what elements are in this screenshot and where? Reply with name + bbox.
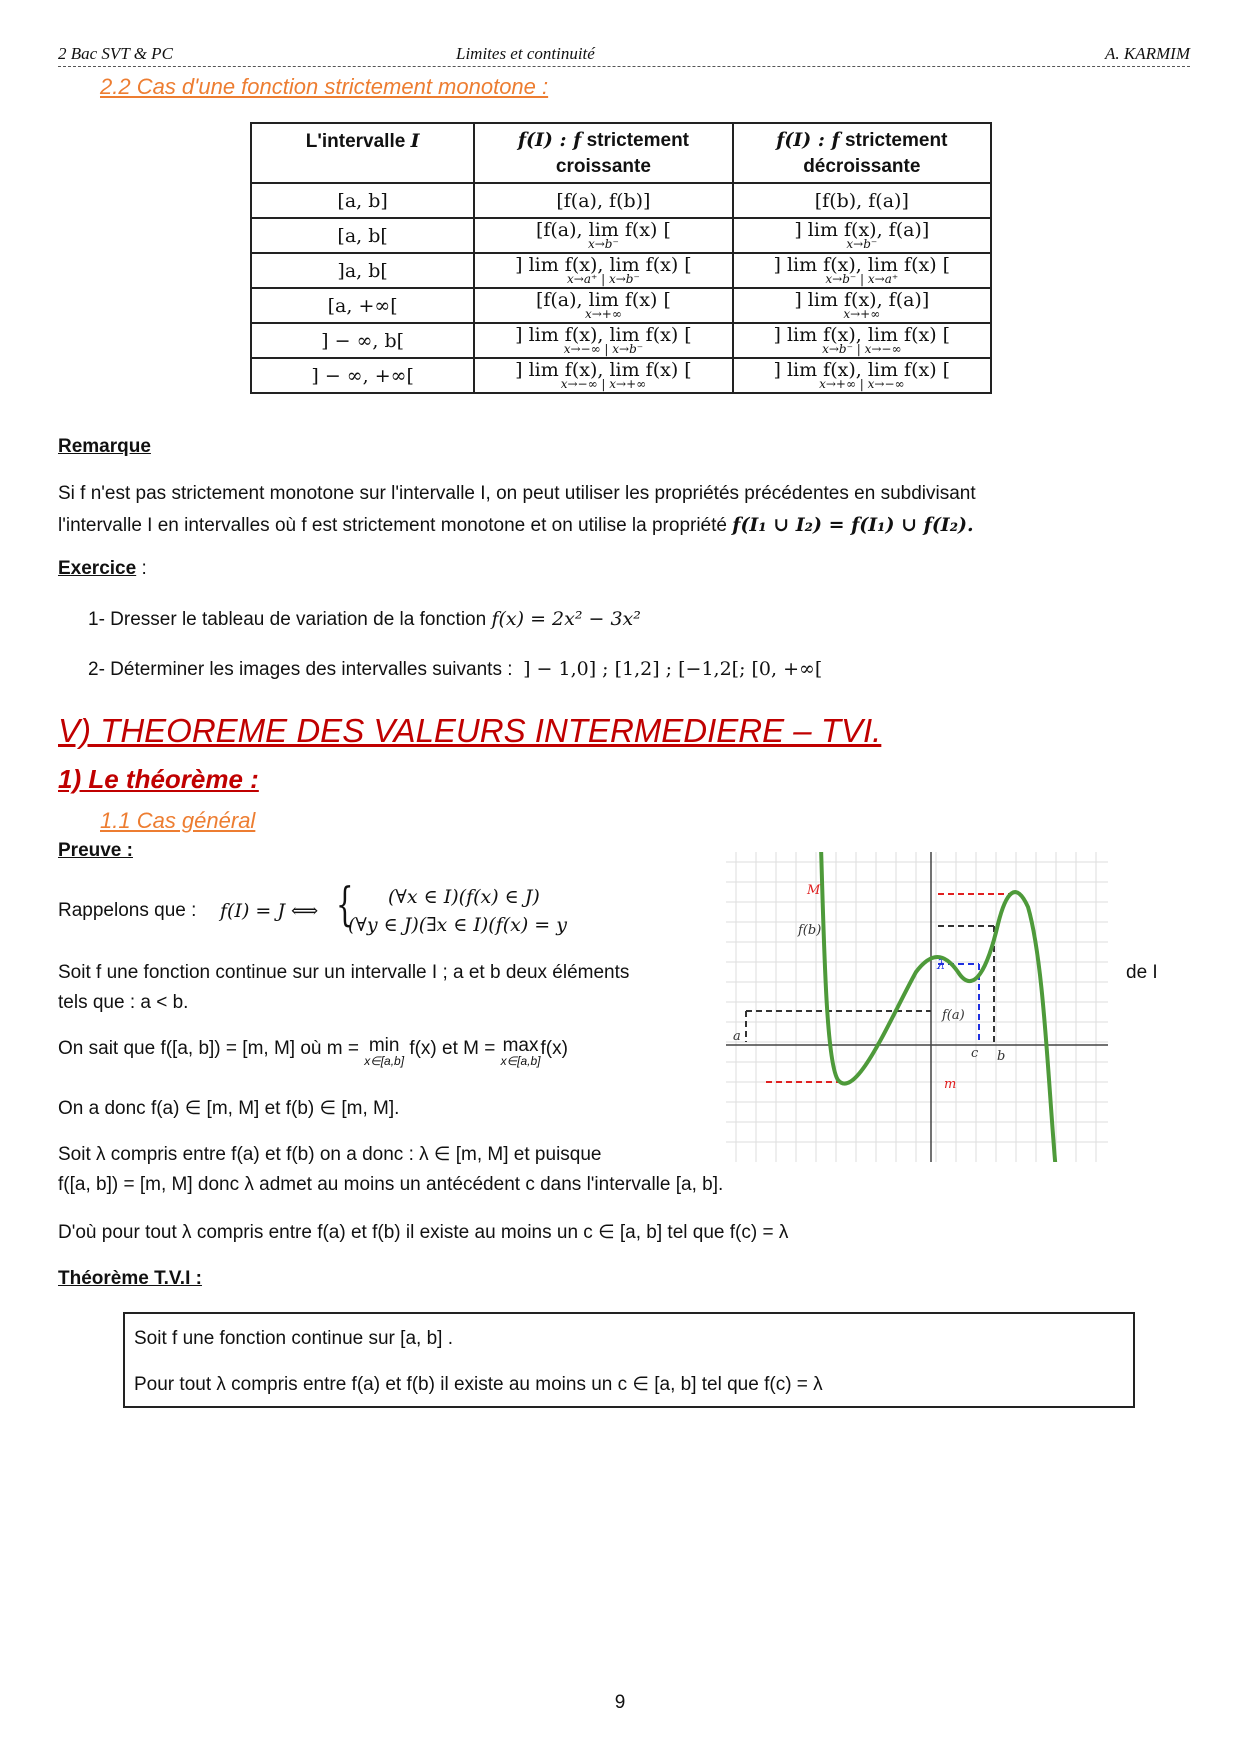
exercice-title: Exercice : — [58, 558, 147, 579]
on-a-donc: On a donc f(a) ∈ [m, M] et f(b) ∈ [m, M]. — [58, 1098, 400, 1119]
soit-line-1-end: de I — [1126, 962, 1158, 983]
graph-label-a: a — [733, 1029, 741, 1044]
remarque-line-1: Si f n'est pas strictement monotone sur l'intervalle I, on peut utiliser les propriétés précédentes en subdivisant — [58, 483, 976, 504]
theoreme-line-2: Pour tout λ compris entre f(a) et f(b) il existe au moins un c ∈ [a, b] tel que f(c) = λ — [134, 1374, 823, 1395]
exercice-item-2: 2- Déterminer les images des intervalles suivants : ] − 1,0] ; [1,2] ; [−1,2[; [0, +∞[ — [88, 658, 823, 680]
graph-label-lambda: λ — [937, 958, 946, 973]
header-left: 2 Bac SVT & PC — [58, 44, 173, 63]
soit-line-1: Soit f une fonction continue sur un intervalle I ; a et b deux éléments — [58, 962, 630, 983]
theoreme-box — [123, 1312, 1135, 1408]
graph-label-M: M — [807, 883, 821, 898]
monotone-table — [250, 122, 992, 394]
graph-label-m: m — [944, 1077, 957, 1092]
section-v-title: V) THEOREME DES VALEURS INTERMEDIERE – TVI. — [58, 712, 882, 749]
theoreme-title: Théorème T.V.I : — [58, 1268, 202, 1289]
subsection-1-1-title: 1.1 Cas général — [100, 808, 256, 833]
graph-label-fb: f(b) — [798, 923, 822, 938]
table-header-interval: L'intervalle I — [251, 123, 474, 183]
lambda-line-2: f([a, b]) = [m, M] donc λ admet au moins un antécédent c dans l'intervalle [a, b]. — [58, 1174, 724, 1195]
table-header-decroissante: f(I) : f strictement décroissante — [733, 123, 991, 183]
page-number: 9 — [614, 1692, 626, 1713]
preuve-title: Preuve : — [58, 840, 133, 861]
graph-label-b: b — [997, 1049, 1006, 1064]
brace: { — [336, 877, 354, 931]
table-row: ]a, b[ ] lim f(x), lim f(x) [ x→a⁺ | x→b⁻ ] lim f(x), lim f(x) [ x→b⁻ | x→a⁺ — [251, 253, 991, 288]
theoreme-line-1: Soit f une fonction continue sur [a, b] . — [134, 1328, 453, 1349]
table-row: [a, +∞[ [f(a), lim f(x) [ x→+∞ ] lim f(x), f(a)] x→+∞ — [251, 288, 991, 323]
table-row: [a, b] [f(a), f(b)] [f(b), f(a)] — [251, 183, 991, 218]
rappel-line-1: (∀x ∈ I)(f(x) ∈ J) — [388, 886, 540, 908]
graph-label-fa: f(a) — [942, 1008, 965, 1023]
header-center: Limites et continuité — [456, 44, 595, 63]
table-row: ] − ∞, b[ ] lim f(x), lim f(x) [ x→−∞ | x→b⁻ ] lim f(x), lim f(x) [ x→b⁻ | x→−∞ — [251, 323, 991, 358]
rappel-line-2: (∀y ∈ J)(∃x ∈ I)(f(x) = y — [348, 914, 568, 936]
exercice-item-1: 1- Dresser le tableau de variation de la fonction f(x) = 2x² − 3x² — [88, 608, 641, 630]
tvi-graph — [726, 852, 1108, 1162]
soit-lambda: Soit λ compris entre f(a) et f(b) on a donc : λ ∈ [m, M] et puisque — [58, 1144, 602, 1165]
tels-que: tels que : a < b. — [58, 992, 189, 1013]
graph-label-c: c — [971, 1046, 979, 1061]
table-row: ] − ∞, +∞[ ] lim f(x), lim f(x) [ x→−∞ | x→+∞ ] lim f(x), lim f(x) [ x→+∞ | x→−∞ — [251, 358, 991, 393]
remarque-line-2: l'intervalle I en intervalles où f est strictement monotone et on utilise la propriété f(I₁ ∪ I₂) = f(I₁) ∪ f(I₂). — [58, 514, 974, 536]
rappel-label: Rappelons que : — [58, 900, 197, 921]
header-right: A. KARMIM — [1105, 44, 1190, 63]
subsection-1-title: 1) Le théorème : — [58, 764, 259, 794]
on-sait-que: On sait que f([a, b]) = [m, M] où m = min x∈[a,b] f(x) et M = max x∈[a,b] f(x) — [58, 1035, 568, 1068]
table-header-croissante: f(I) : f strictement croissante — [474, 123, 732, 183]
remarque-title: Remarque — [58, 436, 151, 457]
section-2-2-title: 2.2 Cas d'une fonction strictement monotone : — [100, 74, 549, 99]
rappel-lhs: f(I) = J ⟺ — [220, 900, 319, 922]
page-header — [58, 44, 1190, 67]
table-row: [a, b[ [f(a), lim f(x) [ x→b⁻ ] lim f(x), f(a)] x→b⁻ — [251, 218, 991, 253]
dou-conclusion: D'où pour tout λ compris entre f(a) et f(b) il existe au moins un c ∈ [a, b] tel que f(c) = λ — [58, 1222, 789, 1243]
